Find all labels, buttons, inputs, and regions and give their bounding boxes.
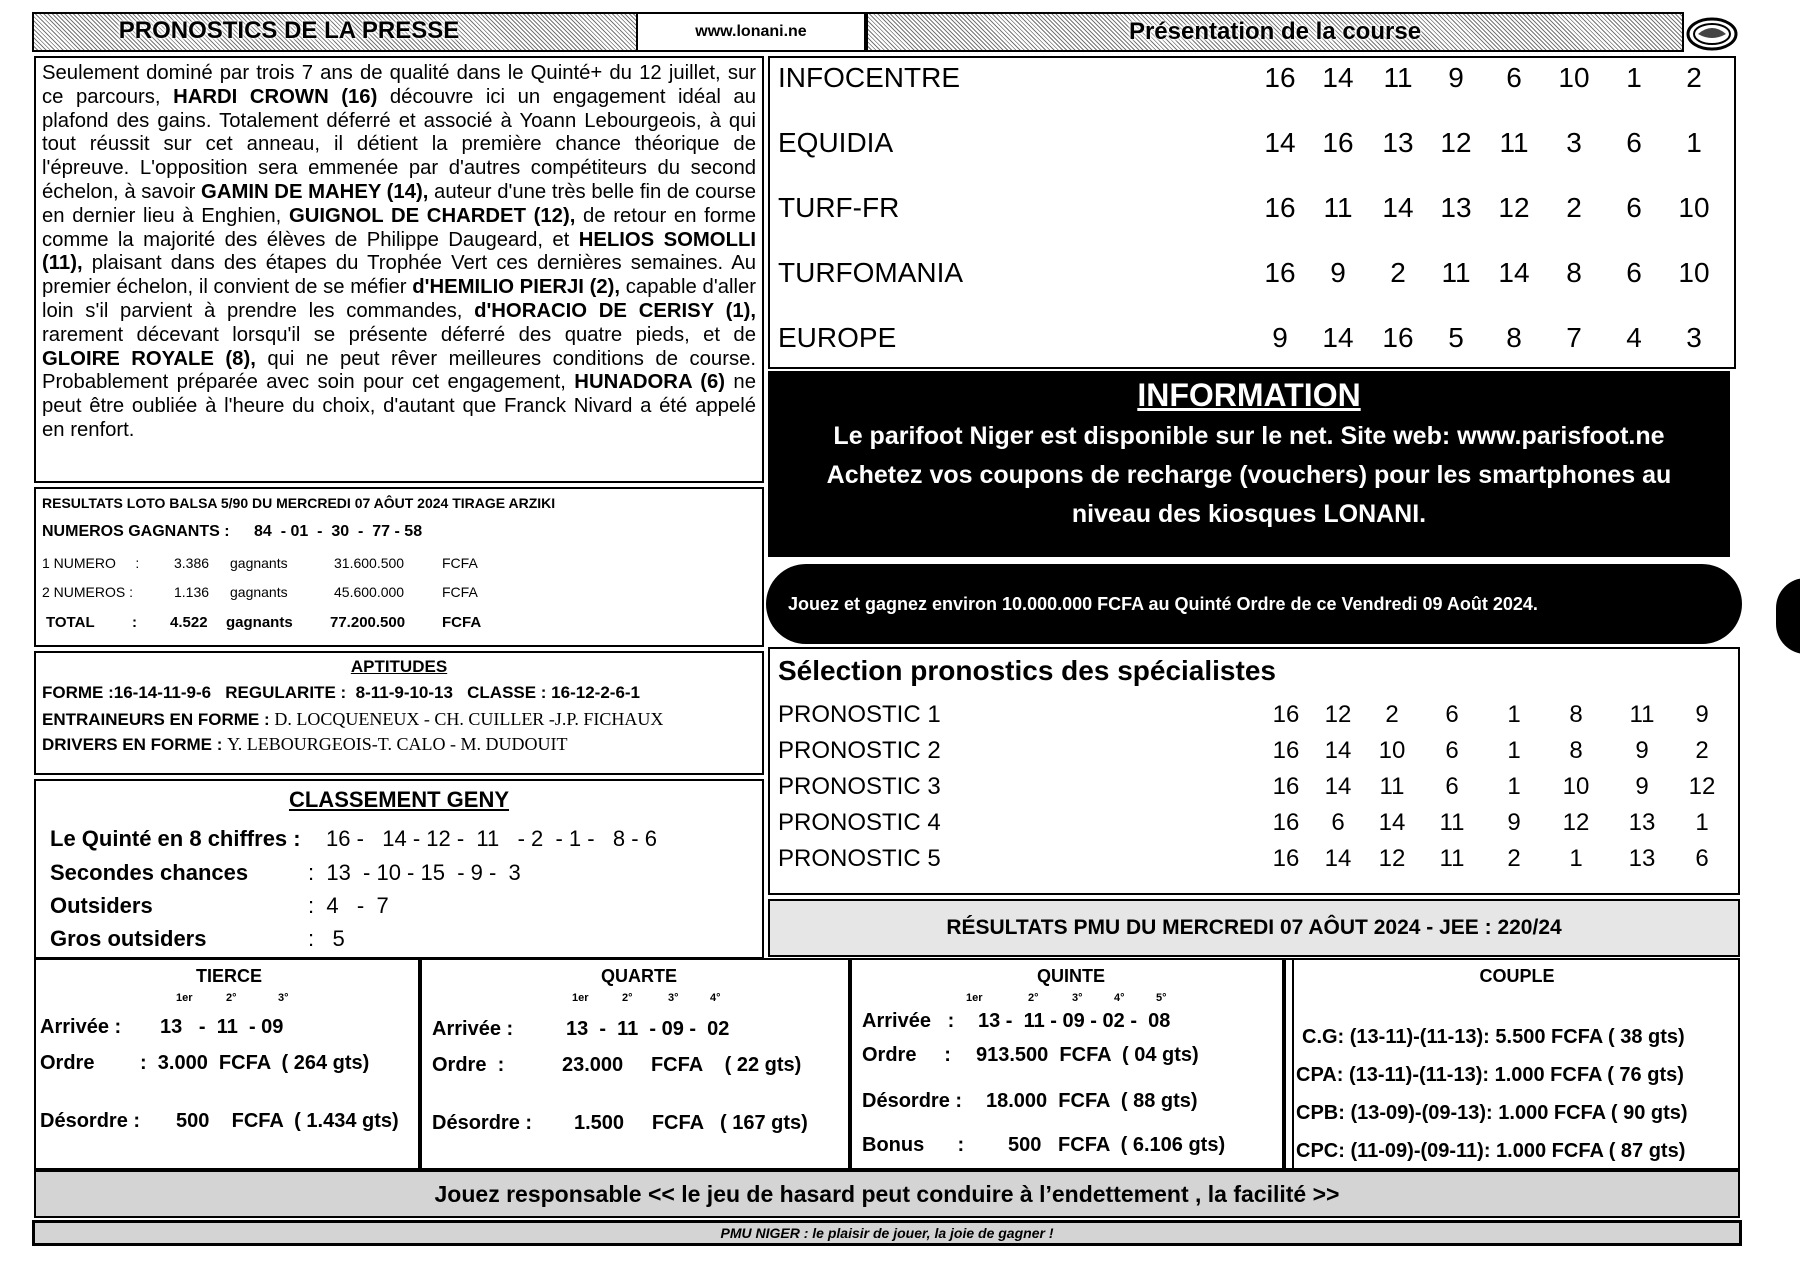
loto-total-colon: : (132, 614, 137, 631)
quinte-box (856, 960, 1286, 1168)
loto-row-label: 1 NUMERO : (42, 555, 140, 571)
quinte-ordre-label: Ordre : (862, 1044, 951, 1066)
presse-number: 4 (1626, 322, 1642, 353)
presse-number: 14 (1264, 127, 1296, 158)
presse-number: 13 (1382, 127, 1414, 158)
header-right-bar (866, 12, 1684, 52)
presse-number: 6 (1626, 257, 1642, 288)
pronostic-number: 6 (1331, 809, 1345, 836)
pronostic-number: 12 (1688, 773, 1716, 800)
article-text: Seulement dominé par trois 7 ans de qualité dans le Quinté+ du 12 juillet, sur ce parcours, HARDI CROWN (16) découvre ici un engagement idéal au plafond des gains. Totalement déferré et associé à Yoann Lebourgeois, à qui tout réussit sur cet anneau, il détient la première chance théorique de l'épreuve. L'opposition sera emmenée par d'autres compétiteurs du second échelon, à savoir GAMIN DE MAHEY (14), auteur d'une très belle fin de course en dernier lieu à Enghien, GUIGNOL DE CHARDET (12), de retour en forme comme la majorité des élèves de Philippe Daugeard, et HELIOS SOMOLLI (11), plaisant dans des étapes du Trophée Vert ces dernières semaines. Au premier échelon, il convient de se méfier d'HEMILIO PIERJI (2), capable d'aller loin s'il parvient à prendre les commandes, d'HORACIO DE CERISY (1), rarement décevant lorsqu'il se présente déferré des quatre pieds, et de GLOIRE ROYALE (8), qui ne peut rêver meilleures conditions de course. Probablement préparée avec soin pour cet engagement, HUNADORA (6) ne peut être oubliée à l'heure du choix, d'autant que Franck Nivard a été appelé en renfort. (42, 62, 757, 441)
loto-row-g: gagnants (230, 584, 288, 600)
quinte-place: 5° (1156, 992, 1167, 1004)
quinte-arrivee: 13 - 11 - 09 - 02 - 08 (978, 1010, 1171, 1032)
geny-box (34, 779, 764, 959)
loto-row-cur: FCFA (442, 555, 478, 571)
presse-number: 16 (1264, 62, 1296, 93)
presse-number: 11 (1499, 127, 1529, 158)
pronostic-number: 11 (1439, 845, 1465, 872)
loto-total-label: TOTAL (46, 614, 95, 631)
loto-row-count: 3.386 (174, 555, 210, 571)
presse-number: 8 (1506, 322, 1522, 353)
loto-winning-numbers: 84 - 01 - 30 - 77 - 58 (254, 523, 423, 540)
pronostic-number: 8 (1569, 737, 1583, 764)
tierce-desordre-label: Désordre : (40, 1110, 141, 1132)
quinte-place: 4° (1114, 992, 1125, 1004)
pronostic-number: 6 (1445, 701, 1459, 728)
presse-number: 16 (1382, 322, 1414, 353)
pronostic-number: 1 (1507, 737, 1521, 764)
pronostic-number: 16 (1272, 809, 1300, 836)
presse-number: 16 (1264, 257, 1296, 288)
presse-source-name: EUROPE (778, 322, 897, 353)
pronostic-number: 16 (1272, 773, 1300, 800)
couple-box (1292, 960, 1738, 1168)
tierce-arrivee: 13 - 11 - 09 (160, 1016, 284, 1038)
pronostic-name: PRONOSTIC 5 (778, 845, 941, 872)
geny-label: Outsiders (50, 893, 153, 918)
pronostic-number: 13 (1628, 809, 1656, 836)
pronostic-number: 14 (1378, 809, 1406, 836)
pronostic-number: 9 (1635, 737, 1649, 764)
quinte-ordre: 913.500 FCFA ( 04 gts) (976, 1044, 1199, 1066)
pronostic-row (770, 701, 1738, 731)
pronostic-number: 1 (1569, 845, 1583, 872)
couple-title: COUPLE (1479, 966, 1555, 986)
presse-number: 11 (1323, 192, 1353, 223)
presse-number: 2 (1390, 257, 1406, 288)
pronostic-number: 2 (1385, 701, 1399, 728)
tierce-arrivee-label: Arrivée : (40, 1016, 122, 1038)
presse-number: 6 (1626, 192, 1642, 223)
loto-row-amount: 31.600.500 (334, 555, 405, 571)
pronostic-number: 9 (1695, 701, 1709, 728)
pronostic-number: 16 (1272, 737, 1300, 764)
tierce-ordre: : 3.000 FCFA ( 264 gts) (140, 1052, 370, 1074)
presse-number: 14 (1322, 322, 1354, 353)
quinte-title: QUINTE (1036, 966, 1105, 986)
loto-total-cur: FCFA (442, 614, 482, 631)
selection-box (768, 647, 1740, 895)
presse-number: 2 (1686, 62, 1702, 93)
footer-slogan: PMU NIGER : le plaisir de jouer, la joie de gagner ! (32, 1220, 1742, 1246)
selection-title: Sélection pronostics des spécialistes (778, 655, 1276, 686)
tierce-title: TIERCE (195, 966, 262, 986)
presse-row (770, 257, 1734, 297)
presse-number: 14 (1382, 192, 1414, 223)
quarte-place: 3° (668, 992, 679, 1004)
loto-title: RESULTATS LOTO BALSA 5/90 DU MERCREDI 07 AÔUT 2024 TIRAGE ARZIKI (42, 495, 556, 511)
header-right-title: Présentation de la course (1128, 18, 1422, 45)
quarte-place: 2° (622, 992, 633, 1004)
presse-number: 16 (1264, 192, 1296, 223)
presse-number: 11 (1383, 62, 1413, 93)
couple-row: CPA: (13-11)-(11-13): 1.000 FCFA ( 76 gts) (1296, 1064, 1684, 1086)
quarte-place: 1er (572, 992, 589, 1004)
presse-source-name: INFOCENTRE (778, 62, 960, 93)
pronostic-number: 12 (1324, 701, 1352, 728)
geny-value: 16 - 14 - 12 - 11 - 2 - 1 - 8 - 6 (326, 826, 657, 851)
pronostic-number: 13 (1628, 845, 1656, 872)
quarte-arrivee-label: Arrivée : (432, 1018, 514, 1040)
presse-row (770, 62, 1734, 102)
pronostic-number: 14 (1324, 737, 1352, 764)
information-line: Le parifoot Niger est disponible sur le net. Site web: www.parisfoot.ne (833, 422, 1665, 450)
quinte-place: 1er (966, 992, 983, 1004)
information-box (768, 371, 1730, 557)
presse-number: 9 (1272, 322, 1288, 353)
results-row (34, 958, 1740, 1170)
loto-row-label: 2 NUMEROS : (42, 584, 134, 600)
tierce-box (36, 960, 422, 1168)
quinte-place: 2° (1028, 992, 1039, 1004)
pronostic-number: 16 (1272, 845, 1300, 872)
pronostic-number: 6 (1445, 773, 1459, 800)
jouez-banner: Jouez et gagnez environ 10.000.000 FCFA au Quinté Ordre de ce Vendredi 09 Août 2024. (766, 564, 1742, 644)
tierce-place: 1er (176, 992, 193, 1004)
aptitudes-box (34, 651, 764, 775)
pronostic-number: 2 (1507, 845, 1521, 872)
presse-row (770, 322, 1734, 362)
quarte-box (426, 960, 852, 1168)
pronostic-number: 10 (1378, 737, 1406, 764)
quarte-desordre: 1.500 FCFA ( 167 gts) (574, 1112, 808, 1134)
pronostic-number: 8 (1569, 701, 1583, 728)
geny-title: CLASSEMENT GENY (288, 787, 510, 812)
presse-number: 14 (1498, 257, 1530, 288)
information-line: Achetez vos coupons de recharge (vouchers) pour les smartphones au (826, 461, 1672, 489)
presse-number: 12 (1498, 192, 1530, 223)
presse-source-name: TURFOMANIA (778, 257, 964, 288)
loto-box (34, 487, 764, 647)
pronostic-number: 6 (1695, 845, 1709, 872)
pronostic-row (770, 845, 1738, 875)
presse-number: 6 (1506, 62, 1522, 93)
pronostic-name: PRONOSTIC 4 (778, 809, 941, 836)
article-box (34, 56, 764, 483)
presse-source-name: TURF-FR (778, 192, 900, 223)
presse-number: 11 (1441, 257, 1471, 288)
information-title: INFORMATION (1137, 377, 1361, 413)
pronostic-row (770, 809, 1738, 839)
aptitudes-title: APTITUDES (350, 657, 448, 676)
pronostic-number: 14 (1324, 845, 1352, 872)
couple-row: CPC: (11-09)-(09-11): 1.000 FCFA ( 87 gts) (1296, 1140, 1686, 1162)
loto-total-count: 4.522 (170, 614, 208, 631)
presse-number: 2 (1566, 192, 1582, 223)
presse-row (770, 127, 1734, 167)
pronostic-number: 11 (1629, 701, 1655, 728)
presse-number: 14 (1322, 62, 1354, 93)
presse-number: 10 (1678, 257, 1710, 288)
pmu-results-title: RÉSULTATS PMU DU MERCREDI 07 AÔUT 2024 - JEE : 220/24 (768, 899, 1740, 957)
presse-number: 10 (1558, 62, 1590, 93)
loto-total-g: gagnants (226, 614, 293, 631)
geny-value: : 13 - 10 - 15 - 9 - 3 (308, 860, 521, 885)
geny-label: Secondes chances (50, 860, 249, 885)
tierce-place: 2° (226, 992, 237, 1004)
presse-number: 3 (1566, 127, 1582, 158)
pronostic-number: 11 (1379, 773, 1405, 800)
presse-number: 9 (1448, 62, 1464, 93)
pronostic-name: PRONOSTIC 3 (778, 773, 941, 800)
quarte-arrivee: 13 - 11 - 09 - 02 (566, 1018, 730, 1040)
couple-row: C.G: (13-11)-(11-13): 5.500 FCFA ( 38 gts) (1302, 1026, 1685, 1048)
presse-table (768, 56, 1736, 369)
presse-number: 8 (1566, 257, 1582, 288)
loto-winning-label: NUMEROS GAGNANTS : (42, 523, 230, 540)
aptitudes-forme: FORME :16-14-11-9-6 REGULARITE : 8-11-9-10-13 CLASSE : 16-12-2-6-1 (42, 683, 641, 702)
presse-number: 16 (1322, 127, 1354, 158)
presse-number: 13 (1440, 192, 1472, 223)
presse-source-name: EQUIDIA (778, 127, 894, 158)
pronostic-number: 12 (1562, 809, 1590, 836)
quinte-desordre-label: Désordre : (862, 1090, 963, 1112)
presse-number: 1 (1686, 127, 1702, 158)
aptitudes-entraineurs: ENTRAINEURS EN FORME : D. LOCQUENEUX - CH. CUILLER -J.P. FICHAUX (42, 709, 664, 729)
quarte-desordre-label: Désordre : (432, 1112, 533, 1134)
pronostic-name: PRONOSTIC 2 (778, 737, 941, 764)
presse-number: 6 (1626, 127, 1642, 158)
quarte-ordre: 23.000 FCFA ( 22 gts) (562, 1054, 802, 1076)
geny-label: Gros outsiders (50, 926, 207, 951)
pronostic-number: 9 (1635, 773, 1649, 800)
pronostic-number: 11 (1439, 809, 1465, 836)
presse-number: 3 (1686, 322, 1702, 353)
tierce-place: 3° (278, 992, 289, 1004)
presse-number: 10 (1678, 192, 1710, 223)
loto-row-count: 1.136 (174, 584, 210, 600)
pronostic-number: 14 (1324, 773, 1352, 800)
presse-number: 9 (1330, 257, 1346, 288)
information-line: niveau des kiosques LONANI. (1071, 500, 1427, 528)
pronostic-number: 1 (1507, 773, 1521, 800)
tierce-desordre: 500 FCFA ( 1.434 gts) (176, 1110, 399, 1132)
pronostic-number: 1 (1695, 809, 1709, 836)
header-left-title: PRONOSTICS DE LA PRESSE (118, 17, 460, 44)
geny-value: : 5 (308, 926, 345, 951)
couple-row: CPB: (13-09)-(09-13): 1.000 FCFA ( 90 gts) (1296, 1102, 1688, 1124)
tierce-ordre-label: Ordre (40, 1052, 95, 1074)
pronostic-row (770, 737, 1738, 767)
aptitudes-drivers: DRIVERS EN FORME : Y. LEBOURGEOIS-T. CALO - M. DUDOUIT (42, 734, 568, 754)
quinte-place: 3° (1072, 992, 1083, 1004)
quinte-desordre: 18.000 FCFA ( 88 gts) (986, 1090, 1198, 1112)
pronostic-number: 12 (1378, 845, 1406, 872)
loto-row-g: gagnants (230, 555, 288, 571)
presse-number: 1 (1626, 62, 1642, 93)
pronostic-number: 16 (1272, 701, 1300, 728)
quinte-bonus-label: Bonus : (862, 1134, 965, 1156)
loto-total-amount: 77.200.500 (330, 614, 406, 631)
quarte-place: 4° (710, 992, 721, 1004)
presse-number: 5 (1448, 322, 1464, 353)
pronostic-row (770, 773, 1738, 803)
pronostic-number: 6 (1445, 737, 1459, 764)
quinte-bonus: 500 FCFA ( 6.106 gts) (1008, 1134, 1226, 1156)
presse-number: 7 (1566, 322, 1582, 353)
presse-number: 12 (1440, 127, 1472, 158)
pronostic-number: 1 (1507, 701, 1521, 728)
pronostic-number: 10 (1562, 773, 1590, 800)
geny-label: Le Quinté en 8 chiffres : (50, 826, 301, 851)
pronostic-number: 9 (1507, 809, 1521, 836)
pronostic-name: PRONOSTIC 1 (778, 701, 941, 728)
geny-value: : 4 - 7 (308, 893, 389, 918)
quinte-arrivee-label: Arrivée : (862, 1010, 955, 1032)
footer-responsable: Jouez responsable << le jeu de hasard peut conduire à l’endettement , la facilité >> (34, 1170, 1740, 1218)
lonani-logo (1684, 12, 1740, 52)
black-tab-shape (1776, 578, 1800, 654)
header-site: www.lonani.ne (636, 12, 866, 52)
pronostic-number: 2 (1695, 737, 1709, 764)
presse-row (770, 192, 1734, 232)
quarte-title: QUARTE (601, 966, 677, 986)
quarte-ordre-label: Ordre : (432, 1054, 505, 1076)
loto-row-cur: FCFA (442, 584, 478, 600)
loto-row-amount: 45.600.000 (334, 584, 405, 600)
